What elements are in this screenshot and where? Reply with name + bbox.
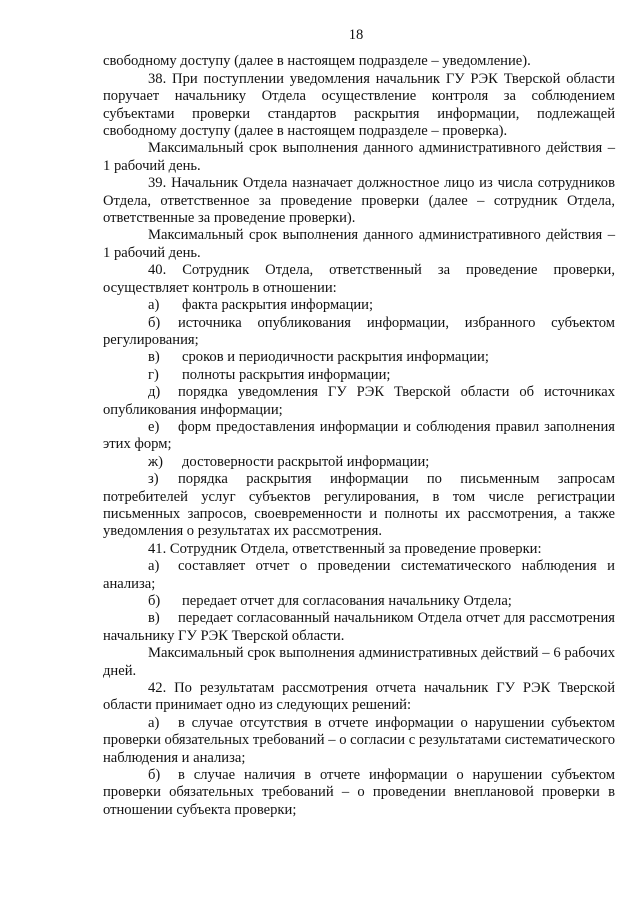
list-item-text: в случае наличия в отчете информации о нарушении субъектом проверки обязательных требований – о проведении внеплановой проверки в отношении субъекта проверки; — [103, 767, 615, 818]
list-item — [103, 349, 615, 366]
list-item — [103, 471, 615, 541]
list-item — [103, 384, 615, 419]
list-item-text: передает согласованный начальником Отдела отчет для рассмотрения начальнику ГУ РЭК Тверской области. — [103, 610, 615, 644]
list-item — [103, 315, 615, 350]
list-item-text: полноты раскрытия информации; — [182, 366, 391, 383]
list-item — [103, 593, 615, 610]
paragraph-continuation: свободному доступу (далее в настоящем подразделе – уведомление). — [103, 53, 531, 70]
list-marker: г) — [148, 366, 159, 383]
list-item — [103, 610, 615, 645]
list-item-text: факта раскрытия информации; — [182, 297, 374, 314]
paragraph-max-time-1: Максимальный срок выполнения данного административного действия – 1 рабочий день. — [103, 140, 615, 174]
list-item-text: сроков и периодичности раскрытия информации; — [182, 349, 489, 366]
list-item — [103, 367, 615, 384]
list-item — [103, 297, 615, 314]
list-item-text: форм предоставления информации и соблюдения правил заполнения этих форм; — [103, 418, 615, 453]
page-number: 18 — [348, 27, 364, 43]
list-marker: е) — [148, 418, 160, 435]
list-marker: б) — [148, 593, 161, 609]
list-marker: д) — [148, 384, 161, 401]
list-item — [103, 715, 615, 767]
list-item — [103, 767, 615, 819]
list-marker: з) — [148, 471, 159, 488]
list-item-text: в случае отсутствия в отчете информации о нарушении субъектом проверки обязательных требований – о согласии с результатами систематического наблюдения и анализа; — [103, 714, 615, 766]
list-item-text: источника опубликования информации, избранного субъектом регулирования; — [103, 314, 615, 348]
list-item — [103, 454, 615, 471]
list-marker: ж) — [148, 453, 163, 470]
list-marker: а) — [148, 558, 160, 575]
list-41 — [103, 558, 615, 645]
list-item-text: составляет отчет о проведении систематического наблюдения и анализа; — [103, 558, 615, 592]
list-item — [103, 558, 615, 593]
paragraph-max-time-3: Максимальный срок выполнения административных действий – 6 рабочих дней. — [103, 645, 615, 679]
list-40 — [103, 297, 615, 541]
paragraph-39: 39. Начальник Отдела назначает должностное лицо из числа сотрудников Отдела, ответственное за проведение проверки (далее – сотрудник Отдела, ответственные за проведение проверки). — [103, 175, 615, 227]
list-marker: б) — [148, 767, 161, 784]
list-marker: а) — [148, 297, 160, 314]
list-item — [103, 419, 615, 454]
paragraph-40: 40. Сотрудник Отдела, ответственный за проведение проверки, осуществляет контроль в отношении: — [103, 262, 615, 296]
list-42 — [103, 715, 615, 819]
paragraph-41: 41. Сотрудник Отдела, ответственный за проведение проверки: — [148, 540, 542, 557]
paragraph-max-time-2: Максимальный срок выполнения данного административного действия – 1 рабочий день. — [103, 227, 615, 261]
list-marker: а) — [148, 714, 160, 731]
paragraph-42: 42. По результатам рассмотрения отчета начальник ГУ РЭК Тверской области принимает одно из следующих решений: — [103, 680, 615, 714]
list-marker: в) — [148, 610, 160, 627]
list-item-text: порядка раскрытия информации по письменным запросам потребителей услуг субъектов регулирования, в том числе регистрации письменных запросов, своевременности и полноты их рассмотрения, а также уведомления о результатах их рассмотрения. — [103, 471, 615, 540]
list-marker: в) — [148, 349, 160, 366]
list-item-text: передает отчет для согласования начальнику Отдела; — [182, 593, 512, 609]
list-marker: б) — [148, 314, 161, 331]
list-item-text: достоверности раскрытой информации; — [182, 453, 430, 470]
paragraph-38: 38. При поступлении уведомления начальник ГУ РЭК Тверской области поручает начальнику Отдела осуществление контроля за соблюдением субъектами проверки стандартов раскрытия информации, подлежащей свободному доступу (далее в настоящем подразделе – проверка). — [103, 70, 615, 140]
list-item-text: порядка уведомления ГУ РЭК Тверской области об источниках опубликования информации; — [103, 384, 615, 418]
